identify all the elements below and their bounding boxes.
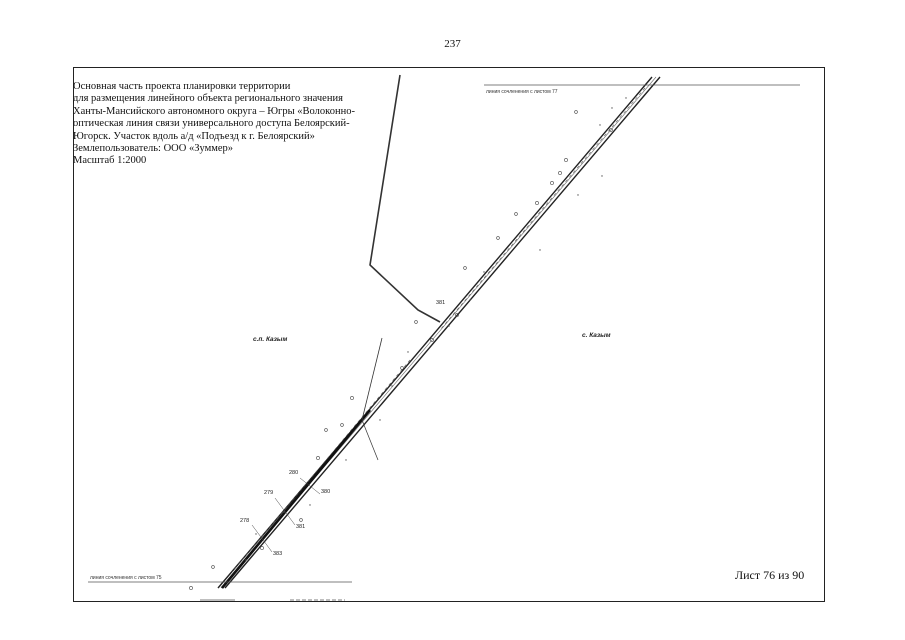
- title-line: Основная часть проекта планировки территории: [73, 81, 291, 92]
- point-label: 279: [264, 490, 274, 496]
- offset-line-lower: [232, 360, 410, 572]
- point-label: 381: [296, 524, 306, 530]
- offset-line: [440, 88, 645, 330]
- title-line: Югорск. Участок вдоль а/д «Подъезд к г. Белоярский»: [73, 130, 315, 142]
- point-label: 383: [273, 551, 283, 557]
- point-label: 380: [321, 489, 331, 495]
- match-line-top-label: линия сочленения с листом 77: [486, 89, 558, 95]
- settlement-right-label: с. Казым: [582, 332, 611, 339]
- point-label: 381: [436, 300, 446, 306]
- title-line: для размещения линейного объекта регионального значения: [73, 93, 343, 105]
- point-label: 280: [289, 470, 299, 476]
- settlement-left-label: с.п. Казым: [253, 336, 288, 343]
- land-user-line: Землепользователь: ООО «Зуммер»: [73, 143, 234, 155]
- crossing-road-tail: [362, 420, 378, 460]
- sheet-counter: Лист 76 из 90: [735, 568, 805, 582]
- point-label: 278: [240, 518, 250, 524]
- route-line-bold: [222, 410, 370, 588]
- title-block: [73, 81, 373, 168]
- territory-boundary: [370, 75, 440, 322]
- title-line: оптическая линия связи универсального доступа Белоярский-: [73, 118, 350, 130]
- match-line-bottom-label: линия сочленения с листом 75: [90, 575, 162, 581]
- scale-line: Масштаб 1:2000: [73, 155, 147, 167]
- page-number: 237: [444, 38, 461, 50]
- survey-markers: [189, 111, 612, 590]
- title-line: Ханты-Мансийского автономного округа – Югры «Волоконно-: [73, 105, 355, 117]
